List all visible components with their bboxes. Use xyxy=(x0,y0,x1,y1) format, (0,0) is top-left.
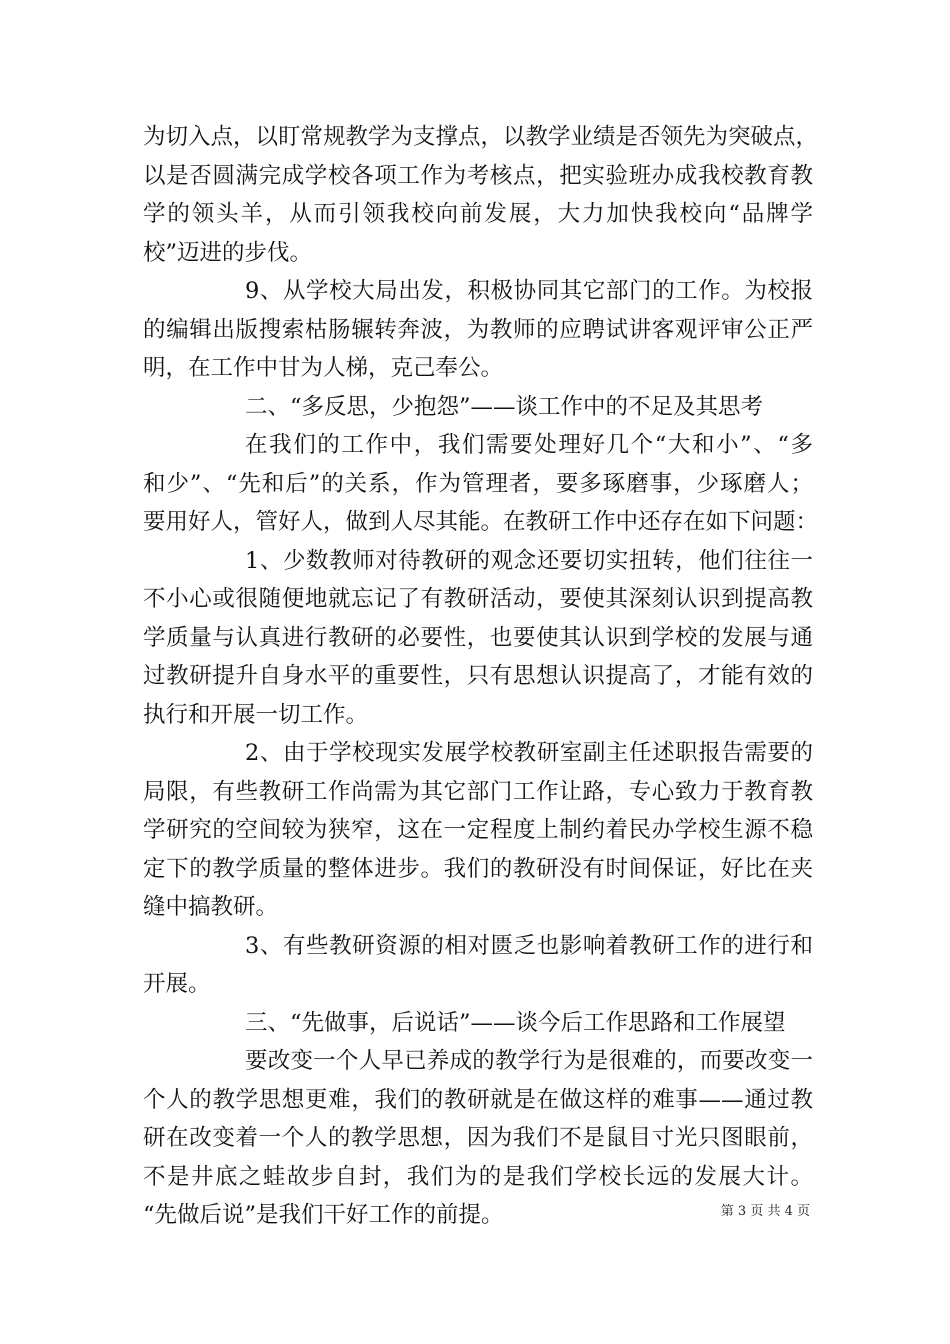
text-line: 学质量与认真进行教研的必要性，也要使其认识到学校的发展与通 xyxy=(143,624,813,651)
text-line: 2、由于学校现实发展学校教研室副主任述职报告需要的 xyxy=(245,740,813,766)
text-line: “先做后说”是我们干好工作的前提。 xyxy=(143,1202,504,1228)
text-line: 在我们的工作中，我们需要处理好几个“大和小”、“多 xyxy=(245,432,813,458)
text-line: 定下的教学质量的整体进步。我们的教研没有时间保证，好比在夹 xyxy=(143,855,813,882)
text-line: 二、“多反思，少抱怨”——谈工作中的不足及其思考 xyxy=(245,393,764,420)
text-line: 不小心或很随便地就忘记了有教研活动，要使其深刻认识到提高教 xyxy=(143,586,813,612)
document-body xyxy=(143,118,819,1235)
text-line: 缝中搞教研。 xyxy=(143,894,279,920)
text-line: 执行和开展一切工作。 xyxy=(143,701,369,728)
text-line: 校”迈进的步伐。 xyxy=(143,239,313,266)
text-line: 9、从学校大局出发，积极协同其它部门的工作。为校报 xyxy=(245,278,813,304)
text-line: 开展。 xyxy=(143,971,211,997)
text-line: 和少”、“先和后”的关系，作为管理者，要多琢磨事，少琢磨人； xyxy=(143,470,813,497)
text-line: 明，在工作中甘为人梯，克己奉公。 xyxy=(143,355,504,381)
text-line: 为切入点，以盯常规教学为支撑点，以教学业绩是否领先为突破点， xyxy=(143,124,819,150)
text-line: 过教研提升自身水平的重要性，只有思想认识提高了，才能有效的 xyxy=(143,663,813,689)
text-line: 3、有些教研资源的相对匮乏也影响着教研工作的进行和 xyxy=(245,932,813,959)
text-line: 学的领头羊，从而引领我校向前发展，大力加快我校向“品牌学 xyxy=(143,201,813,227)
text-line: 个人的教学思想更难，我们的教研就是在做这样的难事——通过教 xyxy=(143,1086,813,1113)
text-line: 学研究的空间较为狭窄，这在一定程度上制约着民办学校生源不稳 xyxy=(143,817,813,843)
text-line: 三、“先做事，后说话”——谈今后工作思路和工作展望 xyxy=(245,1009,786,1036)
text-line: 要用好人，管好人，做到人尽其能。在教研工作中还存在如下问题： xyxy=(143,509,819,535)
text-line: 研在改变着一个人的教学思想，因为我们不是鼠目寸光只图眼前， xyxy=(143,1125,813,1151)
text-line: 局限，有些教研工作尚需为其它部门工作让路，专心致力于教育教 xyxy=(143,778,813,805)
page-number-footer: 第 3 页 共 4 页 xyxy=(720,1204,810,1219)
text-line: 1、少数教师对待教研的观念还要切实扭转，他们往往一 xyxy=(245,547,813,574)
text-line: 的编辑出版搜索枯肠辗转奔波，为教师的应聘试讲客观评审公正严 xyxy=(143,316,813,343)
text-line: 不是井底之蛙故步自封，我们为的是我们学校长远的发展大计。 xyxy=(143,1163,813,1190)
text-line: 以是否圆满完成学校各项工作为考核点，把实验班办成我校教育教 xyxy=(143,162,813,189)
text-line: 要改变一个人早已养成的教学行为是很难的，而要改变一 xyxy=(245,1048,813,1074)
